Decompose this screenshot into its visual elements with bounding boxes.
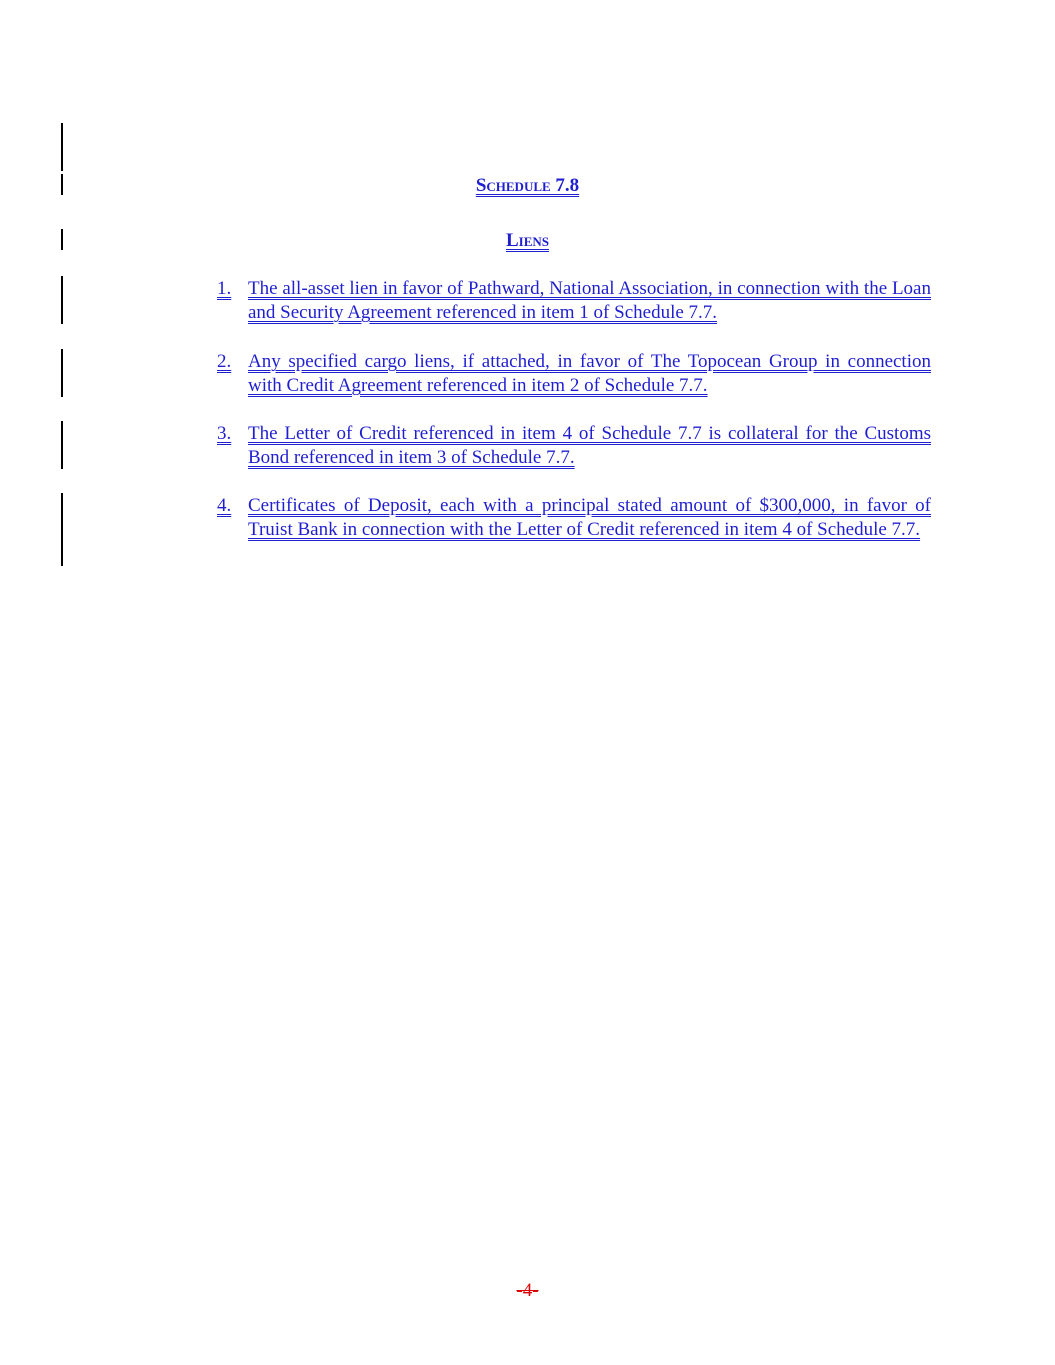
item-text: Certificates of Deposit, each with a principal stated amount of $300,000, in favor of Truist Bank in connection with the Letter of Credit referenced in item 4 of Schedule 7.7.: [248, 495, 931, 540]
change-bar: [61, 349, 63, 397]
list-item: [217, 350, 931, 398]
change-bar: [61, 123, 63, 171]
list-item: [217, 277, 931, 325]
item-text: The Letter of Credit referenced in item 4 of Schedule 7.7 is collateral for the Customs Bond referenced in item 3 of Schedule 7.7.: [248, 423, 931, 468]
item-number: 2.: [217, 351, 232, 372]
item-number: 1.: [217, 278, 232, 299]
item-number: 3.: [217, 423, 232, 444]
item-text: The all-asset lien in favor of Pathward, National Association, in connection with the Loan and Security Agreement referenced in item 1 of Schedule 7.7.: [248, 278, 931, 323]
item-text: Any specified cargo liens, if attached, in favor of The Topocean Group in connection with Credit Agreement referenced in item 2 of Schedule 7.7.: [248, 351, 931, 396]
change-bar: [61, 276, 63, 324]
list-item: [217, 422, 931, 470]
page-number: -4-: [516, 1280, 539, 1301]
change-bar: [61, 493, 63, 566]
section-title: Liens: [505, 230, 550, 251]
schedule-title: Schedule 7.8: [475, 175, 580, 196]
list-item: [217, 494, 931, 542]
item-number: 4.: [217, 495, 232, 516]
change-bar: [61, 421, 63, 469]
